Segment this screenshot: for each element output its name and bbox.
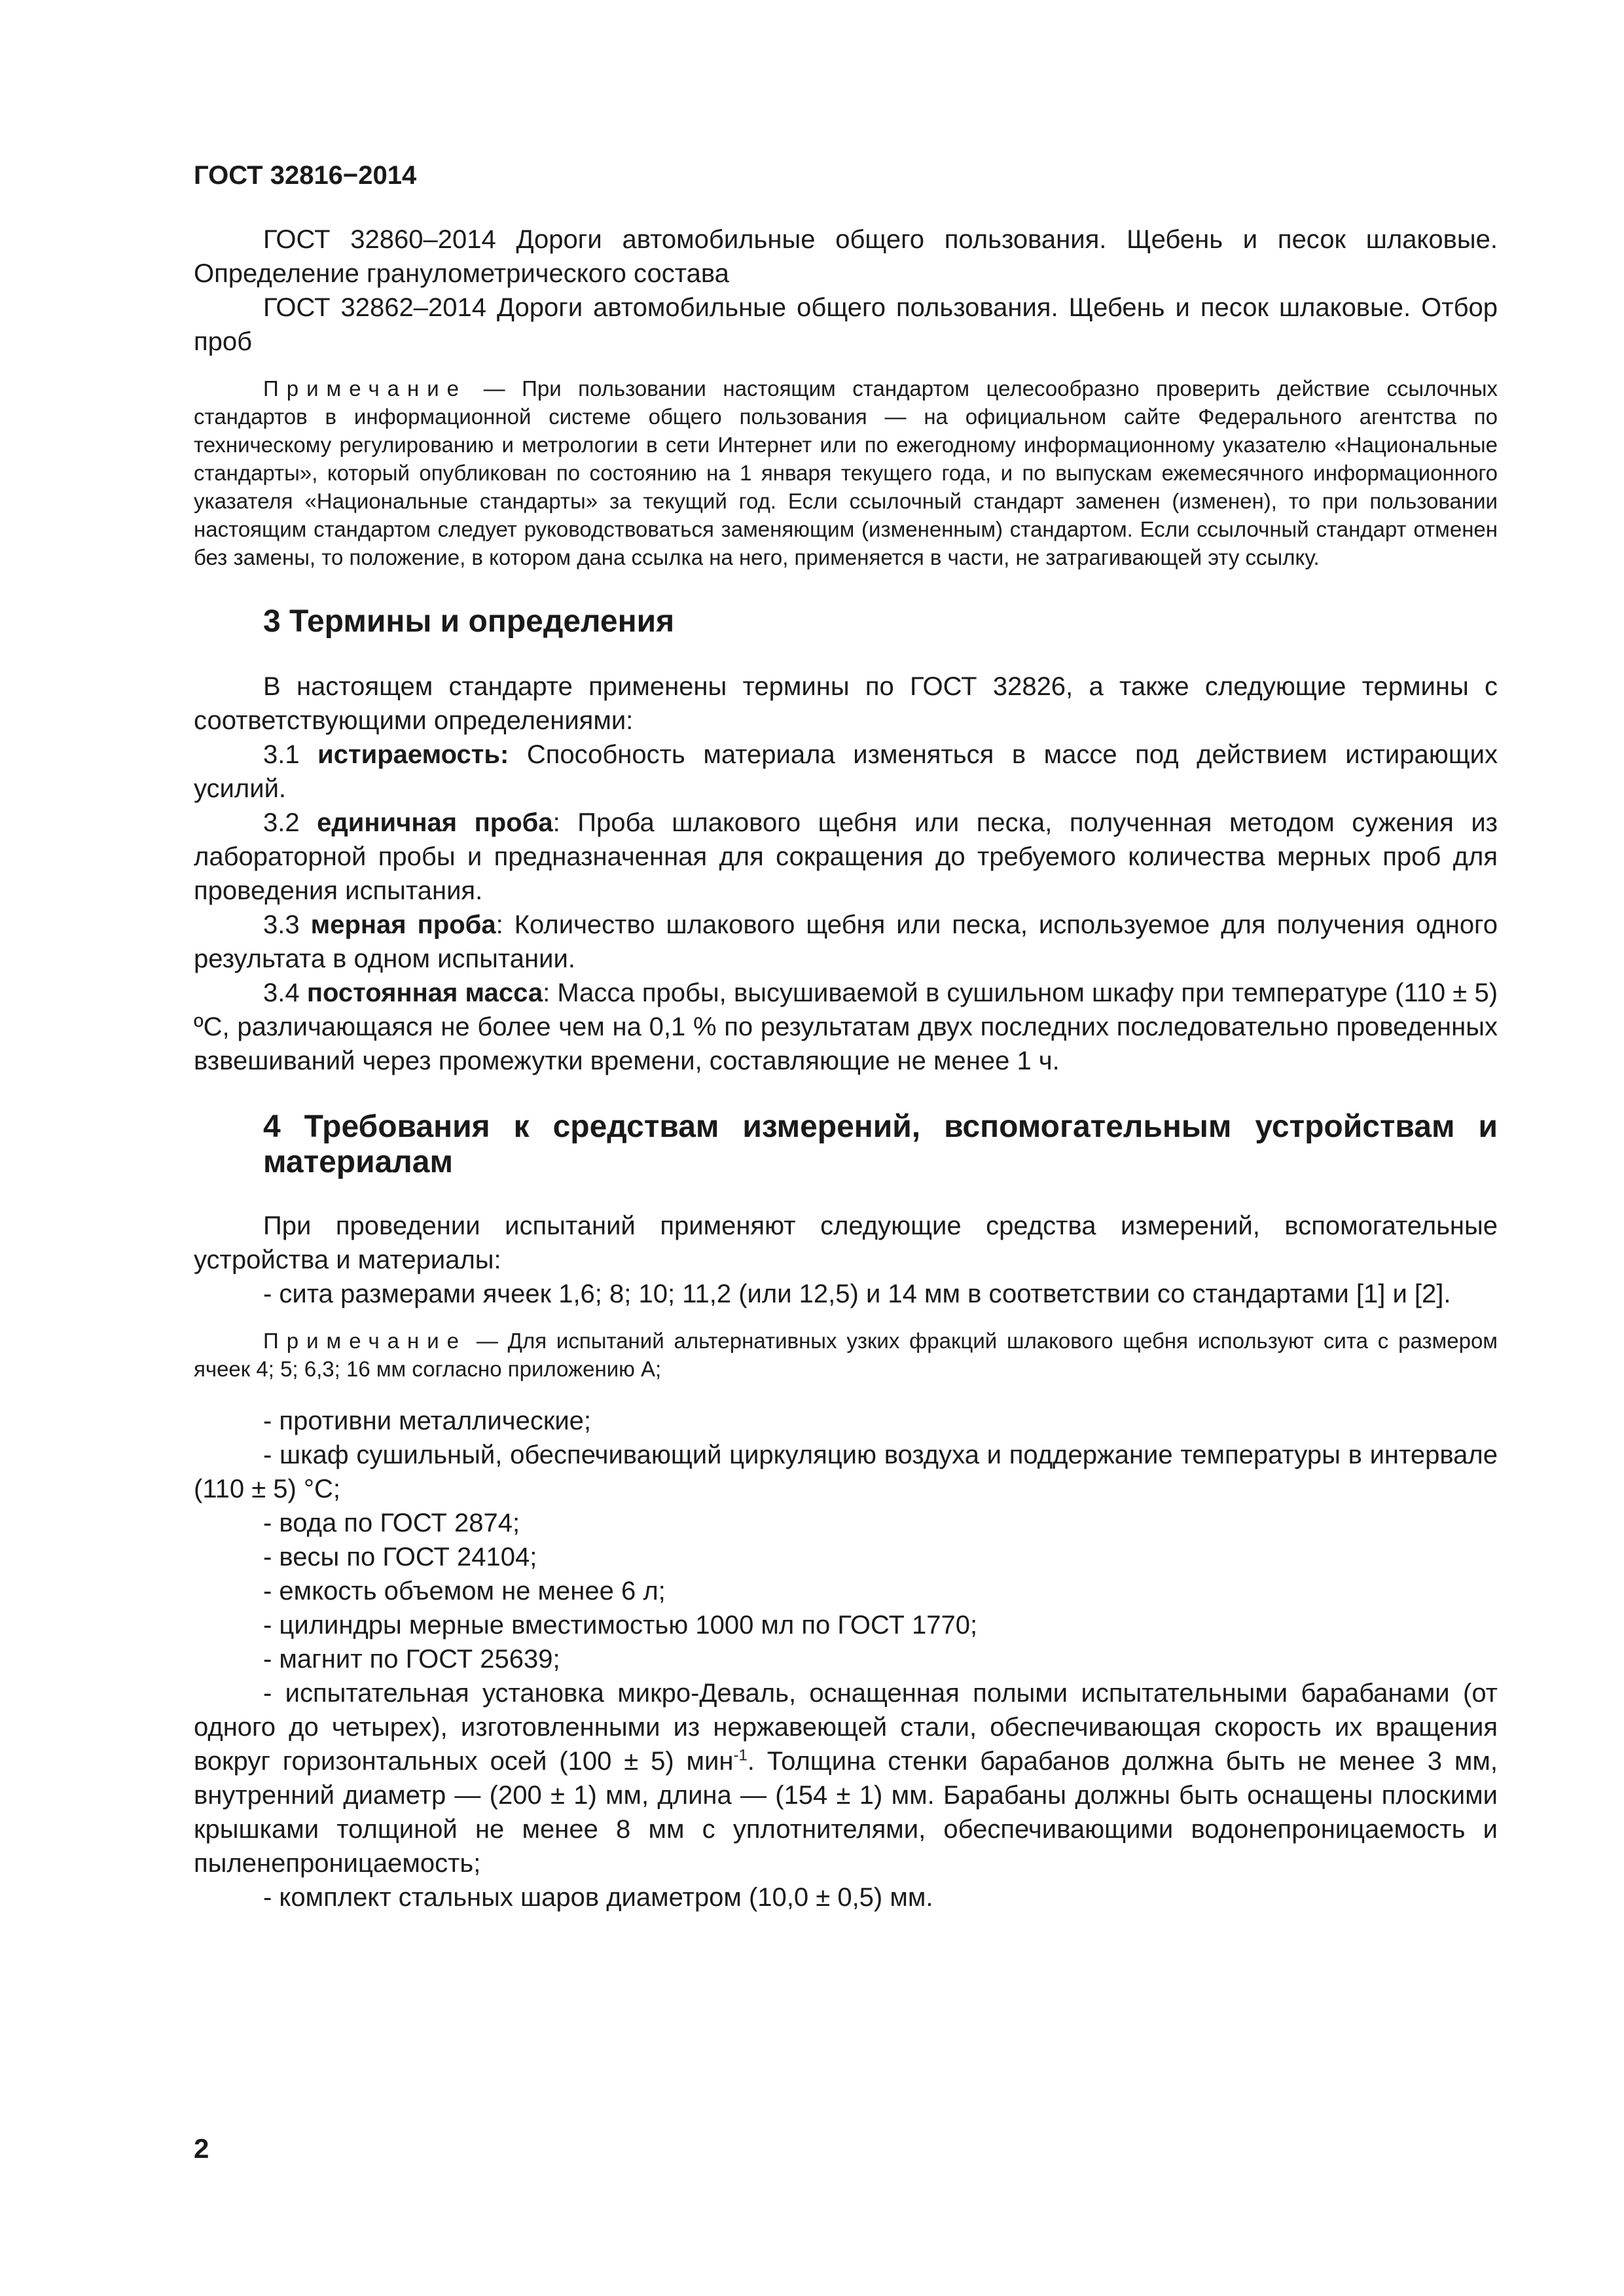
term-text: : Проба шлакового щебня или песка, полученная методом сужения из лабораторной пробы и предназначенная для сокращения до требуемого количества мерных проб для проведения испытания. [194, 808, 1498, 905]
term-number: 3.3 [263, 910, 311, 939]
section-3-heading: 3 Термины и определения [263, 604, 675, 639]
term-name: мерная проба [310, 910, 496, 939]
section-4-heading: 4 Требования к средствам измерений, вспомогательным устройствам и материалам [263, 1109, 1498, 1179]
note-text: — При пользовании настоящим стандартом целесообразно проверить действие ссылочных стандартов в информационной системе общего пользования — на официальном сайте Федерального агентства по техническому регулированию и метрологии в сети Интернет или по ежегодному информационному указателю «Национальные стандарты», который опубликован по состоянию на 1 января текущего года, и по выпускам ежемесячного информационного указателя «Национальные стандарты» за текущий год. Если ссылочный стандарт заменен (изменен), то при пользовании настоящим стандартом следует руководствоваться заменяющим (измененным) стандартом. Если ссылочный стандарт отменен без замены, то положение, в котором дана ссылка на него, применяется в части, не затрагивающей эту ссылку. [194, 376, 1498, 569]
note [194, 374, 1498, 571]
page-number: 2 [194, 2133, 209, 2164]
term-number: 3.2 [263, 808, 317, 837]
term-definition [194, 908, 1498, 976]
term-number: 3.4 [263, 978, 307, 1007]
list-item [194, 1676, 1498, 1880]
term-definition [194, 806, 1498, 908]
list-item: - противни металлические; [263, 1407, 592, 1435]
list-item: - сита размерами ячеек 1,6; 8; 10; 11,2 (или 12,5) и 14 мм в соответствии со стандартами [1] и [2]. [263, 1280, 1451, 1308]
document-page [194, 157, 1498, 2186]
list-item: - емкость объемом не менее 6 л; [263, 1577, 666, 1605]
term-text: Способность материала изменяться в массе под действием истирающих усилий. [194, 740, 1498, 803]
note-label: Примечание [263, 1329, 467, 1353]
list-item-text: - испытательная установка микро-Деваль, оснащенная полыми испытательными барабанами (от одного до четырех), изготовленными из нержавеющей стали, обеспечивающая скорость их вращения вокруг горизонтальных осей (100 ± 5) мин [194, 1679, 1498, 1776]
list-item: - магнит по ГОСТ 25639; [263, 1645, 560, 1674]
note [194, 1327, 1498, 1383]
list-item: - комплект стальных шаров диаметром (10,0 ± 0,5) мм. [263, 1883, 933, 1912]
term-definition [194, 738, 1498, 806]
reference-item: ГОСТ 32862–2014 Дороги автомобильные общего пользования. Щебень и песок шлаковые. Отбор проб [194, 293, 1498, 356]
term-definition [194, 976, 1498, 1078]
note-label: Примечание [263, 376, 467, 401]
list-item: - вода по ГОСТ 2874; [263, 1509, 520, 1537]
superscript: -1 [733, 1746, 748, 1765]
term-text: : Количество шлакового щебня или песка, используемое для получения одного результата в одном испытании. [194, 910, 1498, 973]
term-name: единичная проба [317, 808, 553, 837]
reference-item: ГОСТ 32860–2014 Дороги автомобильные общего пользования. Щебень и песок шлаковые. Определение гранулометрического состава [194, 225, 1498, 288]
section-3-intro: В настоящем стандарте применены термины по ГОСТ 32826, а также следующие термины с соответствующими определениями: [194, 672, 1498, 735]
term-number: 3.1 [263, 740, 318, 769]
document-code: ГОСТ 32816−2014 [194, 161, 417, 190]
term-name: постоянная масса [306, 978, 543, 1007]
section-4-intro: При проведении испытаний применяют следующие средства измерений, вспомогательные устройства и материалы: [194, 1211, 1498, 1274]
list-item: - цилиндры мерные вместимостью 1000 мл по ГОСТ 1770; [263, 1611, 978, 1640]
term-text: : Масса пробы, высушиваемой в сушильном шкафу при температуре (110 ± 5) ºС, различающаяся не более чем на 0,1 % по результатам двух последних последовательно проведенных взвешиваний через промежутки времени, составляющие не менее 1 ч. [194, 978, 1498, 1075]
list-item-text: . Толщина стенки барабанов должна быть не менее 3 мм, внутренний диаметр — (200 ± 1) мм, длина — (154 ± 1) мм. Барабаны должны быть оснащены плоскими крышками толщиной не менее 8 мм с уплотнителями, обеспечивающими водонепроницаемость и пыленепроницаемость; [194, 1747, 1498, 1878]
term-name: истираемость: [317, 740, 509, 769]
list-item: - шкаф сушильный, обеспечивающий циркуляцию воздуха и поддержание температуры в интервале (110 ± 5) °С; [194, 1441, 1498, 1503]
list-item: - весы по ГОСТ 24104; [263, 1543, 537, 1571]
note-text: — Для испытаний альтернативных узких фракций шлакового щебня используют сита с размером ячеек 4; 5; 6,3; 16 мм согласно приложению А; [194, 1329, 1498, 1381]
